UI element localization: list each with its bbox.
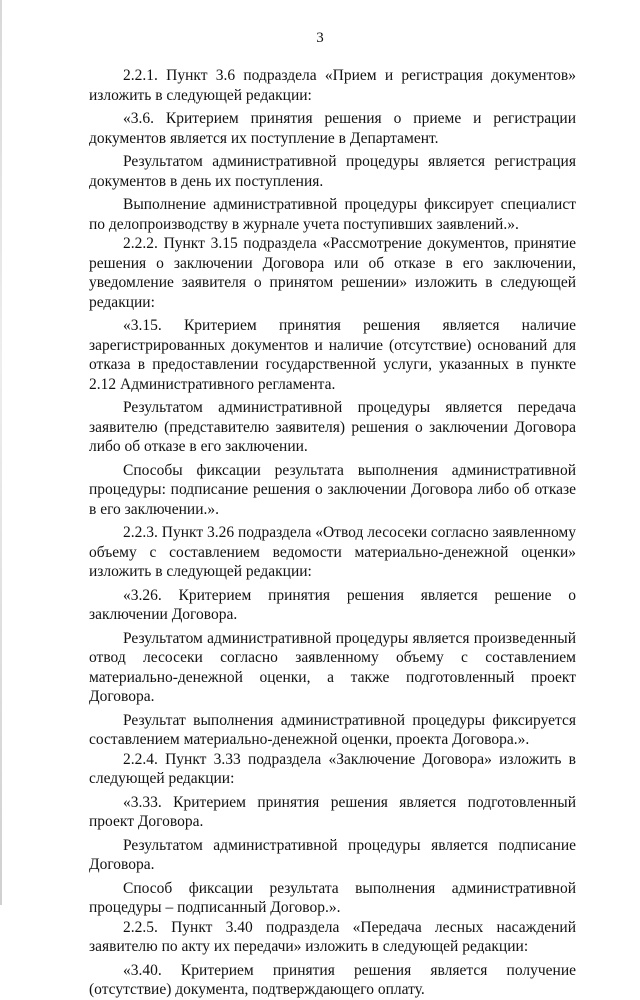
page-number: 3	[316, 30, 324, 46]
paragraph: «3.15. Критерием принятия решения является наличие зарегистрированных документов и наличие (отсутствие) оснований для отказа в предоставлении государственной услуги, указанных в пункте 2.12 Административного регламента.	[89, 317, 576, 393]
paragraph: 2.2.1. Пункт 3.6 подраздела «Прием и регистрация документов» изложить в следующей редакции:	[89, 67, 576, 104]
paragraph: Выполнение административной процедуры фиксирует специалист по делопроизводству в журнале учета поступивших заявлений.».	[89, 196, 576, 233]
paragraph: Способ фиксации результата выполнения административной процедуры – подписанный Договор.».	[89, 879, 576, 916]
scan-edge-shadow	[0, 0, 2, 905]
paragraph: Результатом административной процедуры является подписание Договора.	[89, 836, 576, 873]
paragraph: Результатом административной процедуры является произведенный отвод лесосеки согласно заявленному объему с составлением материально-денежной оценки, а также подготовленный проект Договора.	[89, 629, 576, 705]
paragraph: Способы фиксации результата выполнения административной процедуры: подписание решения о заключении Договора либо об отказе в его заключении.».	[89, 461, 576, 518]
document-body	[89, 66, 576, 1000]
paragraph: 2.2.2. Пункт 3.15 подраздела «Рассмотрение документов, принятие решения о заключении Договора или об отказе в его заключении, уведомление заявителя о принятом решении» изложить в следующей редакции:	[89, 235, 576, 311]
paragraph: «3.33. Критерием принятия решения является подготовленный проект Договора.	[89, 793, 576, 830]
paragraph: 2.2.5. Пункт 3.40 подраздела «Передача лесных насаждений заявителю по акту их передачи» изложить в следующей редакции:	[89, 918, 576, 955]
paragraph: Результатом административной процедуры является передача заявителю (представителю заявителя) решения о заключении Договора либо об отказе в его заключении.	[89, 399, 576, 455]
paragraph: Результат выполнения административной процедуры фиксируется составлением материально-денежной оценки, проекта Договора.».	[89, 711, 576, 748]
paragraph: Результатом административной процедуры является регистрация документов в день их поступления.	[89, 153, 576, 190]
paragraph: 2.2.3. Пункт 3.26 подраздела «Отвод лесосеки согласно заявленному объему с составлением ведомости материально-денежной оценки» изложить в следующей редакции:	[89, 524, 576, 580]
paragraph: 2.2.4. Пункт 3.33 подраздела «Заключение Договора» изложить в следующей редакции:	[89, 750, 576, 787]
paragraph: «3.40. Критерием принятия решения является получение (отсутствие) документа, подтверждающего оплату.	[89, 961, 576, 998]
paragraph: «3.26. Критерием принятия решения является решение о заключении Договора.	[89, 586, 576, 623]
paragraph: «3.6. Критерием принятия решения о приеме и регистрации документов является их поступление в Департамент.	[89, 110, 576, 147]
